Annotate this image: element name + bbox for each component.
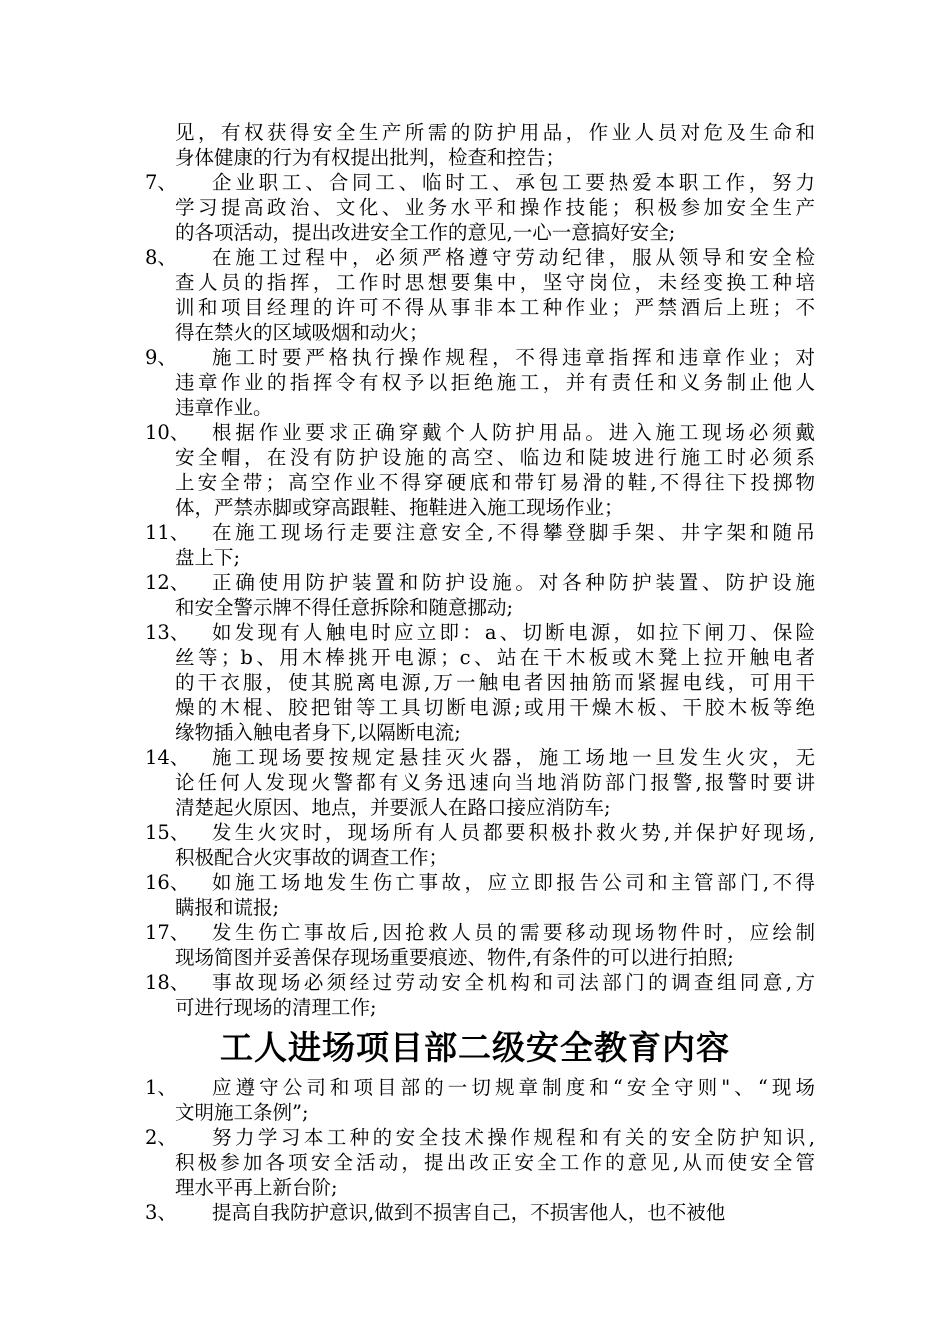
paragraph-text: 的干衣服，使其脱离电源,万一触电者因抽筋而紧握电线，可用干 (175, 671, 815, 694)
text-line (0, 1125, 950, 1150)
text-line (0, 420, 950, 445)
paragraph-text: 查人员的指挥，工作时思想要集中，坚守岗位，未经变换工种培 (175, 271, 815, 294)
paragraph-text: 发生火灾时，现场所有人员都要积极扑救火势,并保护好现场, (212, 821, 815, 844)
list-item-number: 7、 (145, 171, 177, 194)
text-line (0, 895, 950, 920)
text-line (0, 770, 950, 795)
paragraph-text: 施工现场要按规定悬挂灭火器，施工场地一旦发生火灾，无 (212, 746, 815, 769)
text-line (0, 820, 950, 845)
paragraph-text: 丝等；b、用木棒挑开电源；c、站在干木板或木凳上拉开触电者 (175, 646, 815, 669)
list-item-number: 14、 (145, 746, 190, 769)
paragraph-text: 清楚起火原因、地点，并要派人在路口接应消防车; (175, 796, 611, 819)
text-line (0, 345, 950, 370)
text-line (0, 320, 950, 345)
section-heading: 工人进场项目部二级安全教育内容 (220, 1028, 730, 1067)
list-item-number: 1、 (145, 1076, 177, 1099)
paragraph-text: 文明施工条例”; (175, 1101, 309, 1124)
paragraph-text: 体，严禁赤脚或穿高跟鞋、拖鞋进入施工现场作业； (175, 496, 624, 519)
paragraph-text: 可进行现场的清理工作; (175, 996, 377, 1019)
list-item-number: 12、 (145, 571, 190, 594)
list-item-number: 17、 (145, 921, 190, 944)
text-line (0, 170, 950, 195)
list-item-number: 2、 (145, 1126, 177, 1149)
text-line (0, 545, 950, 570)
text-line (0, 620, 950, 645)
text-line (0, 595, 950, 620)
text-line (0, 245, 950, 270)
paragraph-text: 安全帽，在没有防护设施的高空、临边和陡坡进行施工时必须系 (175, 446, 815, 469)
paragraph-text: 应遵守公司和项目部的一切规章制度和“安全守则"、“现场 (212, 1076, 815, 1099)
text-line (0, 1200, 950, 1225)
paragraph-text: 努力学习本工种的安全技术操作规程和有关的安全防护知识, (212, 1126, 815, 1149)
text-line (0, 370, 950, 395)
paragraph-text: 在施工过程中，必须严格遵守劳动纪律，服从领导和安全检 (212, 246, 815, 269)
paragraph-text: 盘上下; (175, 546, 241, 569)
list-item-number: 10、 (145, 421, 190, 444)
text-line (0, 795, 950, 820)
text-line (0, 920, 950, 945)
text-line (0, 670, 950, 695)
list-item-number: 18、 (145, 971, 190, 994)
paragraph-text: 训和项目经理的许可不得从事非本工种作业；严禁酒后上班；不 (175, 296, 815, 319)
text-line (0, 945, 950, 970)
text-line (0, 295, 950, 320)
text-line (0, 270, 950, 295)
text-line (0, 570, 950, 595)
paragraph-text: 见，有权获得安全生产所需的防护用品，作业人员对危及生命和 (175, 121, 815, 144)
paragraph-text: 积极配合火灾事故的调查工作； (175, 846, 449, 869)
paragraph-text: 得在禁火的区域吸烟和动火； (175, 321, 429, 344)
paragraph-text: 在施工现场行走要注意安全,不得攀登脚手架、井字架和随吊 (212, 521, 815, 544)
text-line (0, 520, 950, 545)
text-line (0, 1075, 950, 1100)
text-line (0, 1175, 950, 1200)
text-line (0, 745, 950, 770)
text-line (0, 195, 950, 220)
list-item-number: 9、 (145, 346, 177, 369)
text-line (0, 1150, 950, 1175)
text-line (0, 645, 950, 670)
text-line (0, 720, 950, 745)
paragraph-text: 论任何人发现火警都有义务迅速向当地消防部门报警,报警时要讲 (175, 771, 815, 794)
text-line (0, 445, 950, 470)
paragraph-text: 瞒报和谎报; (175, 896, 280, 919)
paragraph-text: 理水平再上新台阶; (175, 1176, 338, 1199)
list-item-number: 11、 (145, 521, 190, 544)
paragraph-text: 如施工场地发生伤亡事故，应立即报告公司和主管部门,不得 (212, 871, 815, 894)
paragraph-text: 违章作业的指挥令有权予以拒绝施工，并有责任和义务制止他人 (175, 371, 815, 394)
document-body (0, 120, 950, 1225)
paragraph-text: 的各项活动，提出改进安全工作的意见,一心一意搞好安全; (175, 221, 676, 244)
text-line (0, 695, 950, 720)
text-line (0, 220, 950, 245)
paragraph-text: 缘物插入触电者身下,以隔断电流; (175, 721, 461, 744)
paragraph-text: 企业职工、合同工、临时工、承包工要热爱本职工作，努力 (212, 171, 815, 194)
text-line (0, 1100, 950, 1125)
text-line (0, 120, 950, 145)
paragraph-text: 施工时要严格执行操作规程，不得违章指挥和违章作业；对 (212, 346, 815, 369)
list-item-number: 8、 (145, 246, 177, 269)
paragraph-text: 正确使用防护装置和防护设施。对各种防护装置、防护设施 (212, 571, 815, 594)
text-line (0, 470, 950, 495)
paragraph-text: 燥的木棍、胶把钳等工具切断电源;或用干燥木板、干胶木板等绝 (175, 696, 815, 719)
text-line (0, 870, 950, 895)
list-item-number: 3、 (145, 1201, 177, 1224)
paragraph-text: 事故现场必须经过劳动安全机构和司法部门的调查组同意,方 (212, 971, 815, 994)
paragraph-text: 和安全警示牌不得任意拆除和随意挪动; (175, 596, 514, 619)
list-item-number: 13、 (145, 621, 190, 644)
paragraph-text: 上安全带；高空作业不得穿硬底和带钉易滑的鞋,不得往下投掷物 (175, 471, 815, 494)
paragraph-text: 现场简图并妥善保存现场重要痕迹、物件,有条件的可以进行拍照; (175, 946, 734, 969)
list-item-number: 15、 (145, 821, 190, 844)
paragraph-text: 根据作业要求正确穿戴个人防护用品。进入施工现场必须戴 (212, 421, 815, 444)
paragraph-text: 如发现有人触电时应立即：a、切断电源，如拉下闸刀、保险 (212, 621, 815, 644)
paragraph-text: 学习提高政治、文化、业务水平和操作技能；积极参加安全生产 (175, 196, 815, 219)
paragraph-text: 发生伤亡事故后,因抢救人员的需要移动现场物件时，应绘制 (212, 921, 815, 944)
paragraph-text: 积极参加各项安全活动，提出改正安全工作的意见,从而使安全管 (175, 1151, 815, 1174)
text-line (0, 145, 950, 170)
list-item-number: 16、 (145, 871, 190, 894)
paragraph-text: 提高自我防护意识,做到不损害自己，不损害他人，也不被他 (212, 1201, 726, 1224)
text-line (0, 995, 950, 1020)
paragraph-text: 身体健康的行为有权提出批判，检查和控告； (175, 146, 566, 169)
paragraph-text: 违章作业。 (175, 396, 273, 419)
text-line (0, 845, 950, 870)
text-line (0, 970, 950, 995)
text-line (0, 395, 950, 420)
text-line (0, 495, 950, 520)
